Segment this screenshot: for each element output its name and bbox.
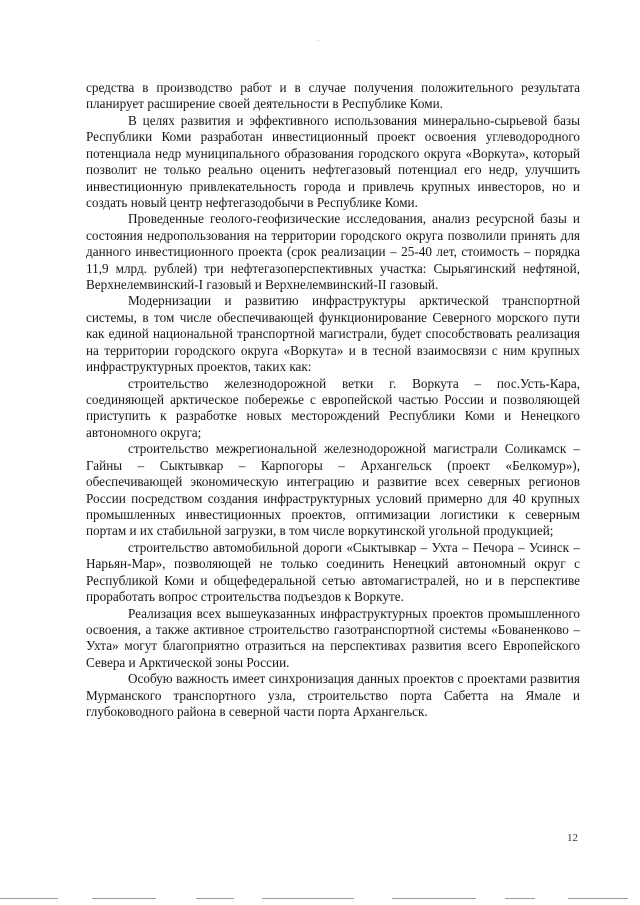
paragraph-6: строительство межрегиональной железнодорожной магистрали Соликамск – Гайны – Сыктывкар – Карпогоры – Архангельск (проект «Белкомур»), обеспечивающей экономическую интеграцию и развитие всех северных регионов России посредством создания инфраструктурных условий примерно для 40 крупных промышленных инвестиционных проектов, оптимизации логистики к северным портам и их стабильной загрузки, в том числе воркутинской угольной продукцией; [86, 441, 580, 539]
paragraph-4: Модернизации и развитию инфраструктуры арктической транспортной системы, в том числе обеспечивающей функционирование Северного морского пути как единой национальной транспортной магистрали, будет способствовать реализация на территории городского округа «Воркута» и в тесной взаимосвязи с ним крупных инфраструктурных проектов, таких как: [86, 293, 580, 375]
paragraph-9: Особую важность имеет синхронизация данных проектов с проектами развития Мурманского транспортного узла, строительство порта Сабетта на Ямале и глубоководного района в северной части порта Архангельск. [86, 671, 580, 720]
paragraph-8: Реализация всех вышеуказанных инфраструктурных проектов промышленного освоения, а также активное строительство газотранспортной системы «Бованенково – Ухта» могут благоприятно отразиться на перспективах развития всего Европейского Севера и Арктической зоны России. [86, 605, 580, 670]
document-body [86, 80, 580, 720]
paragraph-1: средства в производство работ и в случае получения положительного результата планирует расширение своей деятельности в Республике Коми. [86, 80, 580, 112]
paragraph-2: В целях развития и эффективного использования минерально-сырьевой базы Республики Коми разработан инвестиционный проект освоения углеводородного потенциала недр муниципального образования городского округа «Воркута», который позволит не только реально оценить нефтегазовый потенциал его недр, улучшить инвестиционную привлекательность города и привлечь крупных инвесторов, но и создать новый центр нефтегазодобычи в Республике Коми. [86, 112, 580, 210]
paragraph-7: строительство автомобильной дороги «Сыктывкар – Ухта – Печора – Усинск – Нарьян-Мар», позволяющей не только соединить Ненецкий автономный округ с Республикой Коми и общефедеральной сетью автомагистралей, но и в перспективе проработать вопрос строительства подъездов к Воркуте. [86, 539, 580, 605]
page-number: 12 [567, 832, 578, 844]
scan-dot [318, 40, 319, 41]
scan-edge-line [568, 898, 628, 899]
scan-edge-line [196, 898, 234, 899]
paragraph-5: строительство железнодорожной ветки г. Воркута – пос.Усть-Кара, соединяющей арктическое побережье с европейской частью России и позволяющей приступить к разработке новых месторождений Республики Коми и Ненецкого автономного округа; [86, 375, 580, 440]
scan-edge-line [92, 898, 156, 899]
paragraph-3: Проведенные геолого-геофизические исследования, анализ ресурсной базы и состояния недропользования на территории городского округа позволили принять для данного инвестиционного проекта (срок реализации – 25-40 лет, стоимость – порядка 11,9 млрд. рублей) три нефтегазоперспективных участка: Сырьягинский нефтяной, Верхнелемвинский-I газовый и Верхнелемвинский-II газовый. [86, 211, 580, 293]
scan-edge-line [505, 898, 535, 899]
scan-edge-line [0, 898, 58, 899]
scan-edge-line [392, 898, 476, 899]
scan-edge-line [262, 898, 354, 899]
